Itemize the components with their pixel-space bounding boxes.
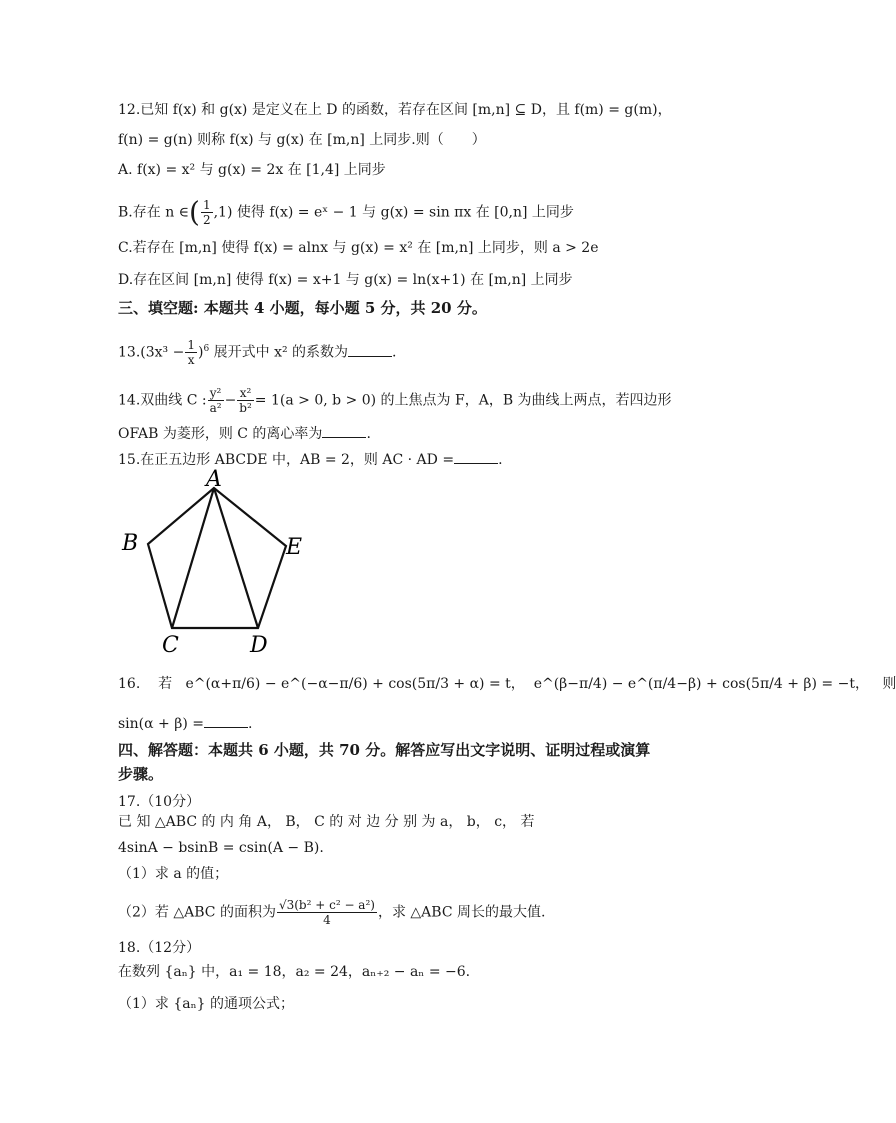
q14-line2: OFAB 为菱形，则 C 的离心率为 . (118, 426, 371, 442)
diagonal-ad (214, 488, 258, 628)
section3-heading: 三、填空题: 本题共 4 小题，每小题 5 分，共 20 分。 (118, 299, 487, 317)
q12-line1: 12.已知 f(x) 和 g(x) 是定义在上 D 的函数，若存在区间 [m,n] ⊆ D，且 f(m) = g(m)， (118, 102, 672, 118)
q14-line1: 14.双曲线 C : $\frac{\text{y²}}{\text{a²}}$ − $\frac{\text{x²}}{\text{b²}}$ = 1(a > 0, b > 0) 的上焦点为 F，A，B 为曲线上两点，若四边形 (118, 386, 672, 415)
q13-answer-blank (348, 344, 392, 357)
section4-heading-line2: 步骤。 (118, 765, 164, 783)
q17-part2: （2）若 △ABC 的面积为 $\frac{\text{√3(b² + c² − a²)}}{4}$ ，求 △ABC 周长的最大值. (118, 898, 546, 927)
q12-option-c: C.若存在 [m,n] 使得 f(x) = alnx 与 g(x) = x² 在 [m,n] 上同步，则 a > 2e (118, 240, 599, 256)
q17-heading: 17.（10分） (118, 794, 201, 810)
q12-option-b-post: ,1) 使得 f(x) = eˣ − 1 与 g(x) = sin πx 在 [0,n] 上同步 (213, 204, 574, 221)
q12-option-d: D.存在区间 [m,n] 使得 f(x) = x+1 与 g(x) = ln(x+1) 在 [m,n] 上同步 (118, 272, 573, 288)
q13: 13.(3x³ − $\frac{1}{x}$ )$^6$ 展开式中 x² 的系数为 . (118, 338, 397, 367)
pentagon-outline (148, 488, 286, 628)
q15-answer-blank (454, 451, 498, 464)
vertex-label-b: B (122, 531, 139, 556)
q12-line2: f(n) = g(n) 则称 f(x) 与 g(x) 在 [m,n] 上同步.则（ ） (118, 132, 486, 148)
q17-area-fraction: $\frac{\text{√3(b² + c² − a²)}}{4}$ (278, 898, 375, 927)
section4-heading-line1: 四、解答题：本题共 6 小题，共 70 分。解答应写出文字说明、证明过程或演算 (118, 741, 651, 759)
vertex-label-d: D (250, 633, 268, 658)
q16-line1: 16. 若 e^(α+π/6) − e^(−α−π/6) + cos(5π/3 + α) = t， e^(β−π/4) − e^(π/4−β) + cos(5π/4 + β) = −t， 则 (118, 676, 896, 692)
q16-answer-blank (204, 715, 248, 728)
q17-line2: 4sinA − bsinB = csin(A − B). (118, 840, 324, 856)
diagonal-ac (172, 488, 214, 628)
q18-part1: （1）求 {aₙ} 的通项公式； (118, 996, 295, 1012)
q17-line1: 已 知 △ABC 的 内 角 A， B， C 的 对 边 分 别 为 a， b， c， 若 (118, 814, 535, 830)
q12-option-b-pre: B.存在 n ∈ (118, 204, 190, 221)
vertex-label-a: A (206, 467, 222, 492)
q14-answer-blank (322, 425, 366, 438)
q18-heading: 18.（12分） (118, 940, 201, 956)
vertex-label-e: E (286, 535, 303, 560)
q16-line2: sin(α + β) = . (118, 716, 253, 732)
pentagon-figure (118, 468, 318, 658)
q15: 15.在正五边形 ABCDE 中，AB = 2，则 AC · AD = . (118, 452, 503, 468)
q12-option-a: A. f(x) = x² 与 g(x) = 2x 在 [1,4] 上同步 (118, 162, 386, 178)
q12-option-b-fraction: $\frac{1}{2}$ (202, 198, 211, 227)
q13-fraction: $\frac{1}{x}$ (187, 338, 195, 367)
q12-option-b: B.存在 n ∈( $\frac{1}{2}$ ,1) 使得 f(x) = eˣ − 1 与 g(x) = sin πx 在 [0,n] 上同步 (118, 195, 574, 229)
q18-line1: 在数列 {aₙ} 中，a₁ = 18，a₂ = 24，aₙ₊₂ − aₙ = −6. (118, 964, 471, 980)
vertex-label-c: C (162, 633, 179, 658)
q17-part1: （1）求 a 的值； (118, 866, 229, 882)
